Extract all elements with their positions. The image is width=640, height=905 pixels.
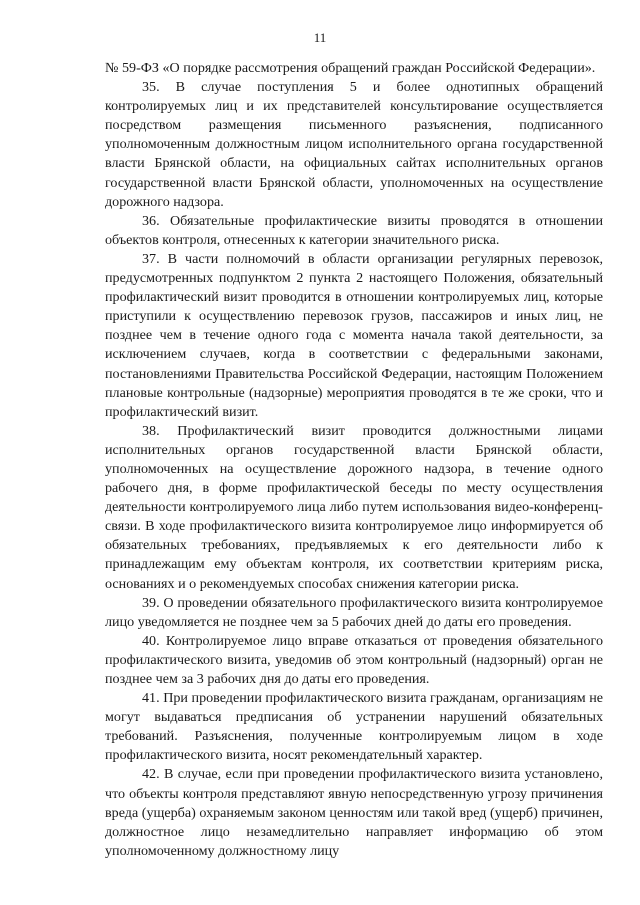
paragraph-42: 42. В случае, если при проведении профилактического визита установлено, что объекты контроля представляют явную непосредственную угрозу причинения вреда (ущерба) охраняемым законом ценностям или такой вред (ущерб) причинен, должностное лицо незамедлительно направляет информацию об этом уполномоченному должностному лицу bbox=[105, 766, 603, 859]
paragraph-36: 36. Обязательные профилактические визиты проводятся в отношении объектов контроля, отнесенных к категории значительного риска. bbox=[105, 212, 603, 248]
paragraph-41: 41. При проведении профилактического визита гражданам, организациям не могут выдаваться предписания об устранении нарушений обязательных требований. Разъяснения, полученные контролируемым лицом в ходе профилактического визита, носят рекомендательный характер. bbox=[105, 690, 603, 764]
paragraph-37: 37. В части полномочий в области организации регулярных перевозок, предусмотренных подпунктом 2 пункта 2 настоящего Положения, обязательный профилактический визит проводится в отношении контролируемых лиц, которые приступили к осуществлению перевозок грузов, пассажиров и иных лиц, не позднее чем в течение одного года с момента начала такой деятельности, за исключением случаев, когда в соответствии с федеральными законами, постановлениями Правительства Российской Федерации, настоящим Положением плановые контрольные (надзорные) мероприятия проводятся в те же сроки, что и профилактический визит. bbox=[105, 250, 603, 420]
paragraph-39: 39. О проведении обязательного профилактического визита контролируемое лицо уведомляется не позднее чем за 5 рабочих дней до даты его проведения. bbox=[105, 594, 603, 630]
page-number: 11 bbox=[313, 30, 327, 45]
paragraph-40: 40. Контролируемое лицо вправе отказаться от проведения обязательного профилактического визита, уведомив об этом контрольный (надзорный) орган не позднее чем за 3 рабочих дня до даты его проведения. bbox=[105, 632, 603, 687]
paragraph-38: 38. Профилактический визит проводится должностными лицами исполнительных органов государственной власти Брянской области, уполномоченных на осуществление дорожного надзора, в течение одного рабочего дня, в форме профилактической беседы по месту осуществления деятельности контролируемого лица либо путем использования видео-конференц-связи. В ходе профилактического визита контролируемое лицо информируется об обязательных требованиях, предъявляемых к его деятельности либо к принадлежащим ему объектам контроля, их соответствии критериям риска, основаниях и о рекомендуемых способах снижения категории риска. bbox=[105, 422, 603, 592]
document-body bbox=[105, 59, 603, 861]
paragraph-35: 35. В случае поступления 5 и более однотипных обращений контролируемых лиц и их представителей консультирование осуществляется посредством размещения письменного разъяснения, подписанного уполномоченным должностным лицом исполнительного органа государственной власти Брянской области, на официальных сайтах исполнительных органов государственной власти Брянской области, уполномоченных на осуществление дорожного надзора. bbox=[105, 79, 603, 210]
paragraph-continuation: № 59-ФЗ «О порядке рассмотрения обращений граждан Российской Федерации». bbox=[105, 60, 596, 76]
